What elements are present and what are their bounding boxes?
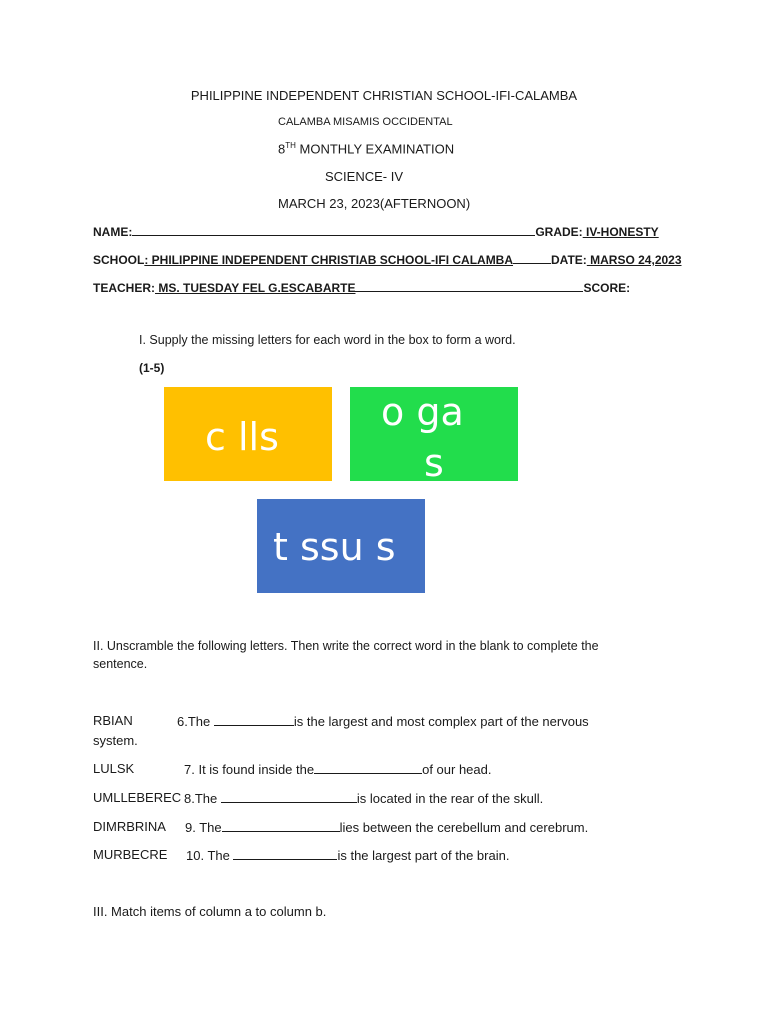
date-label: DATE: [551, 253, 587, 267]
question-6-cont: system. [93, 733, 138, 748]
score-label: SCORE: [583, 281, 631, 295]
word-box-text-line1: o ga [381, 390, 464, 434]
date-value: MARSO 24,2023 [586, 253, 682, 267]
question-9 [93, 819, 166, 834]
school-title: PHILIPPINE INDEPENDENT CHRISTIAN SCHOOL-IFI-CALAMBA [190, 88, 578, 103]
question-10-text [186, 847, 509, 863]
question-prefix: 6.The [177, 714, 214, 729]
question-9-text [185, 819, 588, 835]
word-box-organs [350, 387, 518, 485]
answer-blank[interactable] [214, 713, 294, 726]
question-suffix: of our head. [422, 762, 492, 777]
grade-label: GRADE: [535, 225, 583, 239]
school-row [93, 251, 682, 267]
subject: SCIENCE- IV [325, 169, 404, 184]
question-7-text [184, 761, 491, 777]
question-suffix: is the largest and most complex part of the nervous [293, 714, 589, 729]
question-suffix: is located in the rear of the skull. [356, 791, 544, 806]
part3-instruction: III. Match items of column a to column b. [93, 904, 327, 919]
scrambled-word: UMLLEBEREC [93, 790, 182, 805]
school-value: : PHILIPPINE INDEPENDENT CHRISTIAB SCHOOL-IFI CALAMBA [144, 253, 514, 267]
word-box-tissues [257, 499, 425, 593]
question-suffix: is the largest part of the brain. [337, 848, 510, 863]
question-8 [93, 790, 181, 805]
answer-blank[interactable] [314, 761, 422, 774]
grade-value: IV-HONESTY [582, 225, 659, 239]
part2-instruction: II. Unscramble the following letters. Then write the correct word in the blank to complete the [93, 639, 599, 653]
teacher-row [93, 279, 630, 295]
school-blank [513, 251, 551, 264]
question-6-text [177, 713, 589, 729]
teacher-blank [355, 279, 583, 292]
question-prefix: 8.The [184, 791, 221, 806]
scrambled-word: DIMRBRINA [93, 819, 166, 834]
question-suffix: lies between the cerebellum and cerebrum. [339, 820, 589, 835]
word-box-text: t ssu s [273, 525, 396, 569]
name-row [93, 223, 659, 239]
part1-range: (1-5) [139, 361, 165, 375]
question-prefix: 9. The [185, 820, 222, 835]
question-prefix: 7. It is found inside the [184, 762, 315, 777]
exam-date: MARCH 23, 2023(AFTERNOON) [278, 196, 471, 211]
answer-blank[interactable] [221, 790, 357, 803]
part2-instruction-cont: sentence. [93, 657, 148, 671]
answer-blank[interactable] [233, 847, 337, 860]
question-prefix: 10. The [186, 848, 234, 863]
exam-title: 8TH MONTHLY EXAMINATION [278, 141, 455, 157]
school-label: SCHOOL [93, 253, 145, 267]
question-8-text [184, 790, 543, 806]
scrambled-word: RBIAN [93, 713, 133, 728]
teacher-value: MS. TUESDAY FEL G.ESCABARTE [155, 281, 356, 295]
teacher-label: TEACHER: [93, 281, 155, 295]
name-blank[interactable] [132, 223, 535, 236]
part1-instruction: I. Supply the missing letters for each word in the box to form a word. [139, 333, 516, 347]
name-label: NAME: [93, 225, 133, 239]
question-10 [93, 847, 167, 862]
school-location: CALAMBA MISAMIS OCCIDENTAL [278, 116, 453, 128]
scrambled-word: LULSK [93, 761, 135, 776]
word-box-text-line2: s [424, 441, 444, 485]
scrambled-word: MURBECRE [93, 847, 168, 862]
word-box-text: c lls [205, 415, 279, 459]
question-6 [93, 713, 133, 728]
question-7 [93, 761, 134, 776]
answer-blank[interactable] [222, 819, 340, 832]
word-box-cells [164, 387, 332, 481]
